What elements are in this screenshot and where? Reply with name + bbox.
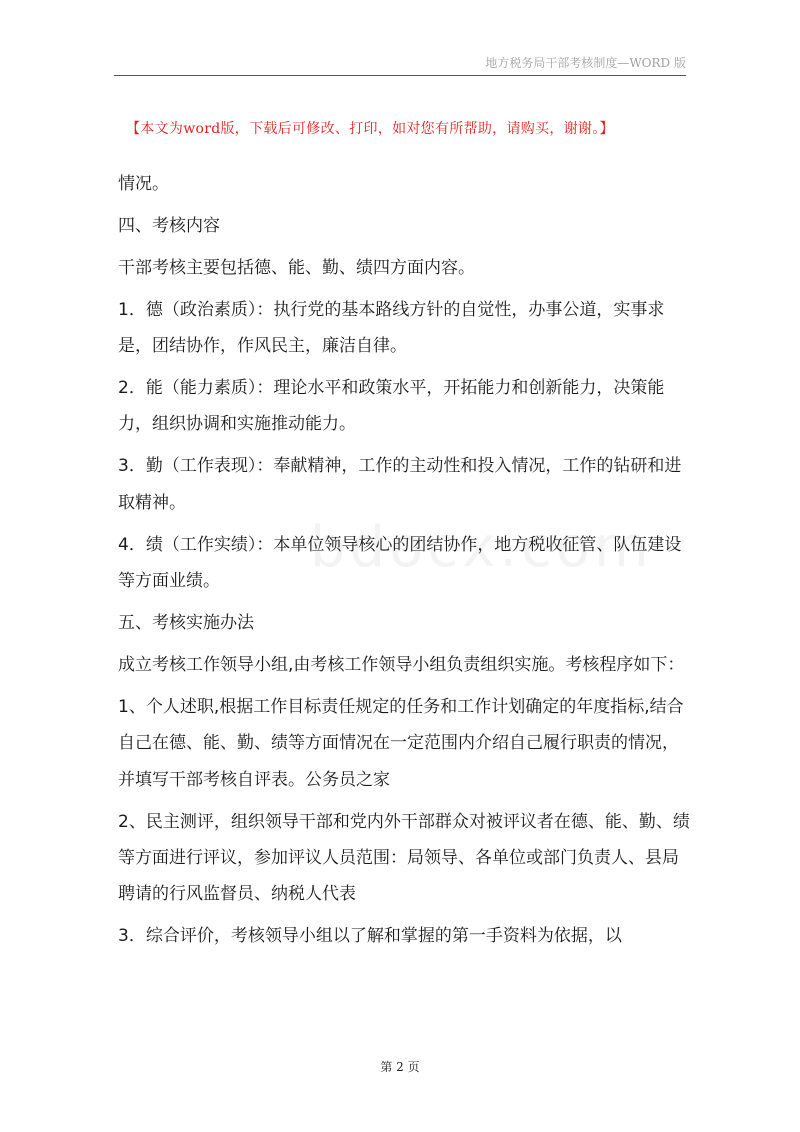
purchase-notice: 【本文为word版，下载后可修改、打印，如对您有所帮助，请购买，谢谢。】: [126, 121, 614, 137]
list-item: 1、个人述职,根据工作目标责任规定的任务和工作计划确定的年度指标,结合自己在德、能、勤、绩等方面情况在一定范围内介绍自己履行职责的情况，并填写干部考核自评表。公务员之家: [118, 696, 684, 790]
list-item: 2．能（能力素质）：理论水平和政策水平，开拓能力和创新能力，决策能力，组织协调和实施推动能力。: [118, 378, 665, 435]
document-header-title: 地方税务局干部考核制度—WORD 版: [485, 56, 686, 70]
header-divider: [114, 75, 686, 76]
page-number: 第 2 页: [380, 1060, 420, 1074]
section-heading: 四、考核内容: [118, 215, 220, 236]
paragraph: 干部考核主要包括德、能、勤、绩四方面内容。: [118, 257, 475, 278]
document-body: [118, 166, 694, 960]
list-item: 3．综合评价，考核领导小组以了解和掌握的第一手资料为依据，以: [118, 926, 622, 947]
list-item: 4．绩（工作实绩）：本单位领导核心的团结协作，地方税收征管、队伍建设等方面业绩。: [118, 534, 682, 592]
list-item: 2、民主测评，组织领导干部和党内外干部群众对被评议者在德、能、勤、绩等方面进行评议，参加评议人员范围：局领导、各单位或部门负责人、县局聘请的行风监督员、纳税人代表: [118, 811, 690, 905]
paragraph: 成立考核工作领导小组,由考核工作领导小组负责组织实施。考核程序如下：: [118, 654, 685, 675]
section-heading: 五、考核实施办法: [118, 612, 254, 633]
list-item: 1．德（政治素质）：执行党的基本路线方针的自觉性，办事公道，实事求是，团结协作，作风民主，廉洁自律。: [118, 299, 665, 357]
paragraph: 情况。: [118, 174, 169, 194]
list-item: 3．勤（工作表现）：奉献精神，工作的主动性和投入情况，工作的钻研和进取精神。: [118, 456, 682, 513]
